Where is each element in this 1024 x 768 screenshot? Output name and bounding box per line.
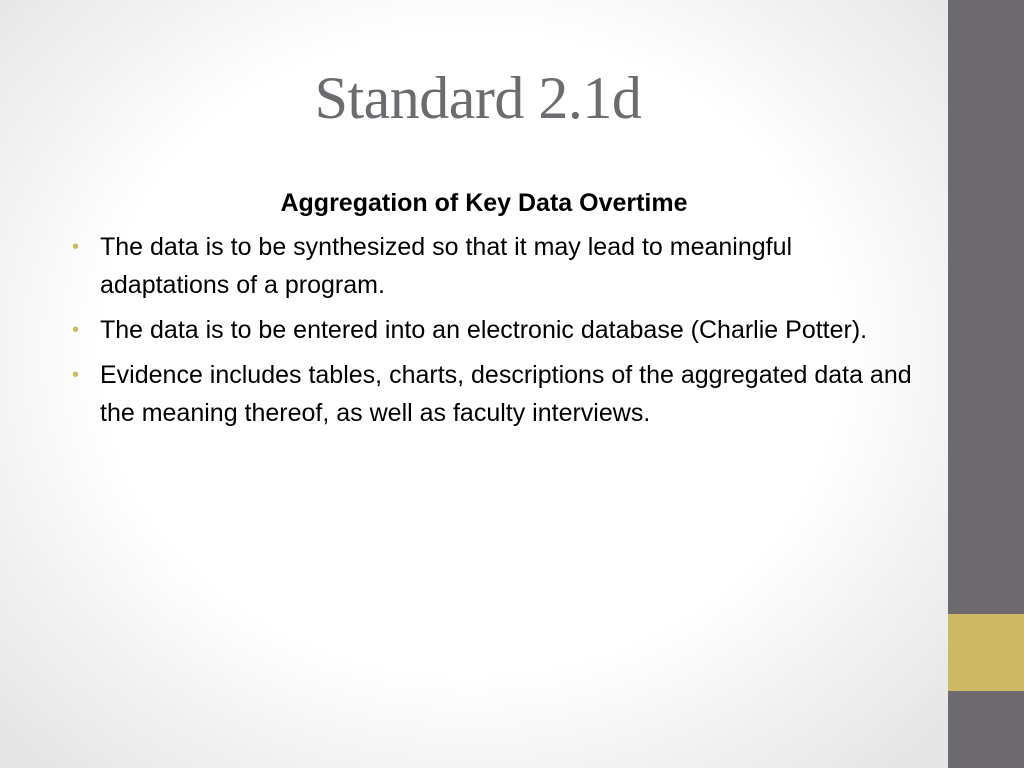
bullet-text: Evidence includes tables, charts, descriptions of the aggregated data and the meaning thereof, as well as faculty interviews. [100,361,912,427]
bullet-item [72,228,912,304]
bullet-icon: • [72,364,80,386]
bullet-item [72,356,912,432]
bullet-item [72,311,912,349]
slide-subtitle: Aggregation of Key Data Overtime [280,189,688,217]
slide-content [72,184,912,439]
slide-title: Standard 2.1d [314,65,642,131]
bullet-text: The data is to be synthesized so that it may lead to meaningful adaptations of a program. [100,233,793,299]
side-accent-block [948,614,1024,691]
bullet-list [72,228,912,432]
bullet-icon: • [72,319,80,341]
bullet-text: The data is to be entered into an electronic database (Charlie Potter). [100,316,868,344]
bullet-icon: • [72,236,80,258]
